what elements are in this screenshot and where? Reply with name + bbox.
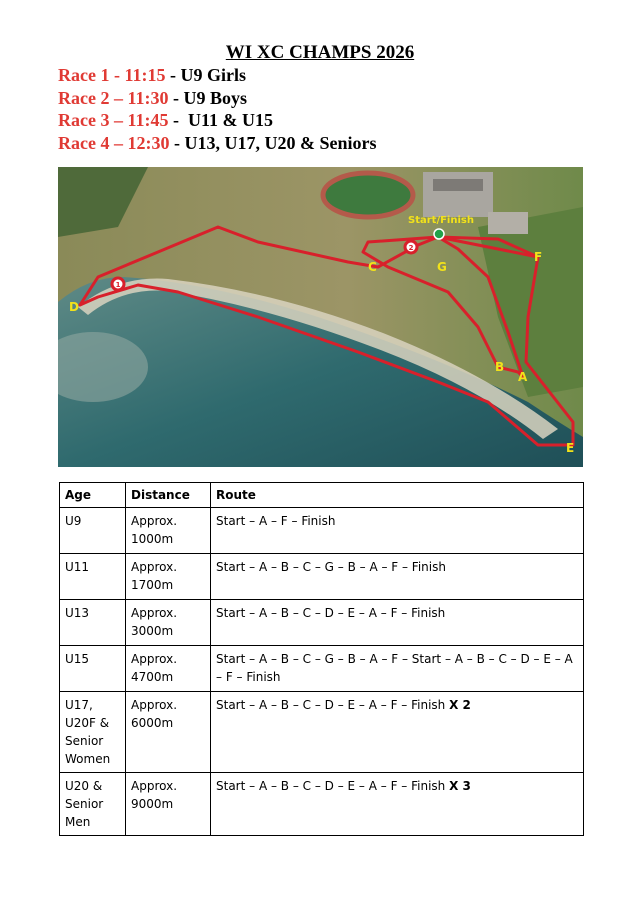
header-age: Age (60, 483, 126, 508)
race-line-2 (58, 87, 376, 110)
cell-route (211, 692, 584, 773)
page-title: WI XC CHAMPS 2026 (225, 42, 415, 63)
header-distance: Distance (126, 483, 211, 508)
route-multiplier: X 2 (449, 698, 471, 712)
route-text: Start – A – F – Finish (216, 514, 336, 528)
marker-2-label: 2 (408, 244, 414, 252)
race-time-label: Race 3 – 11:45 (58, 110, 169, 130)
route-text: Start – A – B – C – D – E – A – F – Finish (216, 606, 446, 620)
table-row (60, 508, 584, 554)
table-row (60, 600, 584, 646)
header-route: Route (211, 483, 584, 508)
routes-table (59, 482, 584, 836)
race-groups: U13, U17, U20 & Seniors (184, 132, 377, 153)
cell-age: U20 & Senior Men (60, 773, 126, 836)
course-map (58, 167, 583, 467)
cell-age: U17, U20F & Senior Women (60, 692, 126, 773)
cell-age: U9 (60, 508, 126, 554)
cell-route (211, 773, 584, 836)
table-row (60, 692, 584, 773)
cell-route (211, 554, 584, 600)
marker-c: C (368, 260, 377, 274)
marker-g: G (437, 260, 447, 274)
map-track (323, 173, 413, 217)
cell-route (211, 646, 584, 692)
table-row (60, 554, 584, 600)
race-time-label: Race 1 - 11:15 (58, 65, 166, 85)
cell-distance: Approx. 4700m (126, 646, 211, 692)
race-line-4 (58, 132, 376, 155)
marker-b: B (495, 360, 505, 374)
cell-age: U13 (60, 600, 126, 646)
cell-distance: Approx. 1700m (126, 554, 211, 600)
race-groups: U11 & U15 (187, 110, 273, 130)
cell-route (211, 600, 584, 646)
marker-2 (405, 241, 417, 253)
race-groups: U9 Boys (183, 87, 247, 108)
race-separator: - (168, 110, 188, 130)
map-building (423, 172, 493, 217)
start-finish-marker (434, 229, 444, 239)
marker-f: F (534, 250, 543, 264)
marker-1 (112, 278, 124, 290)
marker-d: D (69, 300, 79, 314)
cell-distance: Approx. 1000m (126, 508, 211, 554)
marker-e: E (566, 441, 575, 455)
route-text: Start – A – B – C – D – E – A – F – Finish (216, 779, 450, 793)
table-header-row (60, 483, 584, 508)
cell-distance: Approx. 9000m (126, 773, 211, 836)
cell-route (211, 508, 584, 554)
cell-age: U11 (60, 554, 126, 600)
route-text: Start – A – B – C – G – B – A – F – Finish (216, 560, 446, 574)
map-building (488, 212, 528, 234)
race-time-label: Race 4 – 12:30 (58, 132, 170, 153)
marker-1-label: 1 (115, 281, 121, 289)
marker-a: A (518, 370, 528, 384)
race-time-label: Race 2 – 11:30 (58, 87, 169, 108)
cell-distance: Approx. 6000m (126, 692, 211, 773)
route-text: Start – A – B – C – D – E – A – F – Finish (216, 698, 450, 712)
race-line-3 (58, 109, 376, 132)
cell-distance: Approx. 3000m (126, 600, 211, 646)
table-row (60, 773, 584, 836)
race-groups: U9 Girls (180, 65, 246, 85)
race-line-1 (58, 64, 376, 87)
route-multiplier: X 3 (449, 779, 471, 793)
race-separator: - (169, 132, 185, 153)
start-finish-label: Start/Finish (408, 215, 474, 226)
race-separator: - (165, 65, 181, 85)
route-text: Start – A – B – C – G – B – A – F – Start – A – B – C – D – E – A – F – Finish (216, 652, 573, 684)
map-building (433, 179, 483, 191)
cell-age: U15 (60, 646, 126, 692)
race-schedule (58, 64, 376, 154)
race-separator: - (168, 87, 184, 108)
table-row (60, 646, 584, 692)
